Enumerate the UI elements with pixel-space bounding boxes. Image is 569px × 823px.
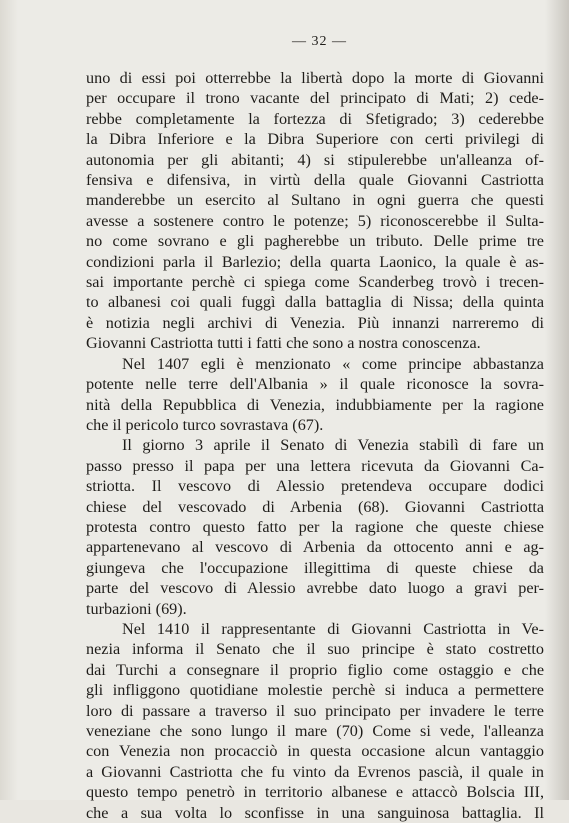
text-line: sai importante perchè ci spiega come Scanderbeg trovò i trecen- [86,273,544,292]
paragraph [86,68,544,354]
text-line: che il pericolo turco sovrastava (67). [86,415,324,434]
text-line: passo presso il papa per una lettera ricevuta da Giovanni Ca- [86,456,544,475]
text-line: autonomia per gli abitanti; 4) si stipulerebbe un'alleanza of- [86,150,544,169]
text-line: gli infliggono quotidiane molestie perchè si induca a permettere [86,681,544,700]
text-line: veneziane che sono lungo il mare (70) Come si vede, l'alleanza [86,722,544,740]
text-line: turbazioni (69). [86,599,187,618]
page-number: — 32 — [292,34,347,49]
text-line: to albanesi coi quali fuggì dalla battaglia di Nissa; della quinta [86,293,544,312]
text-line: che a sua volta lo sconfisse in una sanguinosa battaglia. Il [86,803,544,822]
text-line: avesse a sostenere contro le potenze; 5) riconoscerebbe il Sulta- [86,211,544,230]
text-line: fensiva e difensiva, in virtù della quale Giovanni Castriotta [86,171,544,190]
text-line: dai Turchi a consegnare il proprio figlio come ostaggio e che [86,660,544,679]
text-line: la Dibra Inferiore e la Dibra Superiore con certi privilegi di [86,130,544,149]
text-line: condizioni parla il Barlezio; della quarta Laonico, la quale è as- [86,252,544,271]
text-line: uno di essi poi otterrebbe la libertà dopo la morte di Giovanni [86,69,544,87]
text-line: questo tempo penetrò in territorio albanese e attaccò Bolscia III, [86,783,544,802]
text-line: protesta contro questo fatto per la ragione che queste chiese [86,517,544,536]
text-line: nità della Repubblica di Venezia, indubbiamente per la ragione [86,395,544,414]
text-line: Nel 1410 il rappresentante di Giovanni Castriotta in Ve- [122,619,544,638]
text-line: Il giorno 3 aprile il Senato di Venezia stabilì di fare un [122,436,544,455]
text-line: Nel 1407 egli è menzionato « come principe abbastanza [122,354,544,373]
text-line: chiese del vescovado di Arbenia (68). Giovanni Castriotta [86,497,544,516]
text-line: parte del vescovo di Alessio avrebbe dato luogo a gravi per- [86,579,544,598]
text-line: Giovanni Castriotta tutti i fatti che sono a nostra conoscenza. [86,334,481,353]
text-line: per occupare il trono vacante del principato di Mati; 2) cede- [86,89,544,108]
text-line: a Giovanni Castriotta che fu vinto da Evrenos pascià, il quale in [86,762,544,781]
text-line: rebbe completamente la fortezza di Sfetigrado; 3) cederebbe [86,109,544,128]
paragraph [86,354,544,436]
text-line: appartenevano al vescovo di Arbenia da ottocento anni e ag- [86,538,544,557]
text-line: con Venezia non procacciò in questa occasione alcun vantaggio [86,742,544,761]
text-line: è notizia negli archivi di Venezia. Più innanzi narreremo di [86,313,544,332]
paragraph [86,435,544,619]
body-text [86,68,544,823]
text-line: striotta. Il vescovo di Alessio pretendeva occupare dodici [86,477,544,496]
text-line: potente nelle terre dell'Albania » il quale riconosce la sovra- [86,375,544,394]
text-line: giungeva che l'occupazione illegittima di queste chiese da [86,558,544,577]
text-line: loro di passare a traverso il suo principato per invadere le terre [86,701,544,720]
text-line: nezia informa il Senato che il suo principe è stato costretto [86,640,544,659]
paragraph [86,619,544,823]
text-line: manderebbe un esercito al Sultano in ogni guerra che questi [86,191,544,210]
text-line: no come sovrano e gli pagherebbe un tributo. Delle prime tre [86,232,544,251]
